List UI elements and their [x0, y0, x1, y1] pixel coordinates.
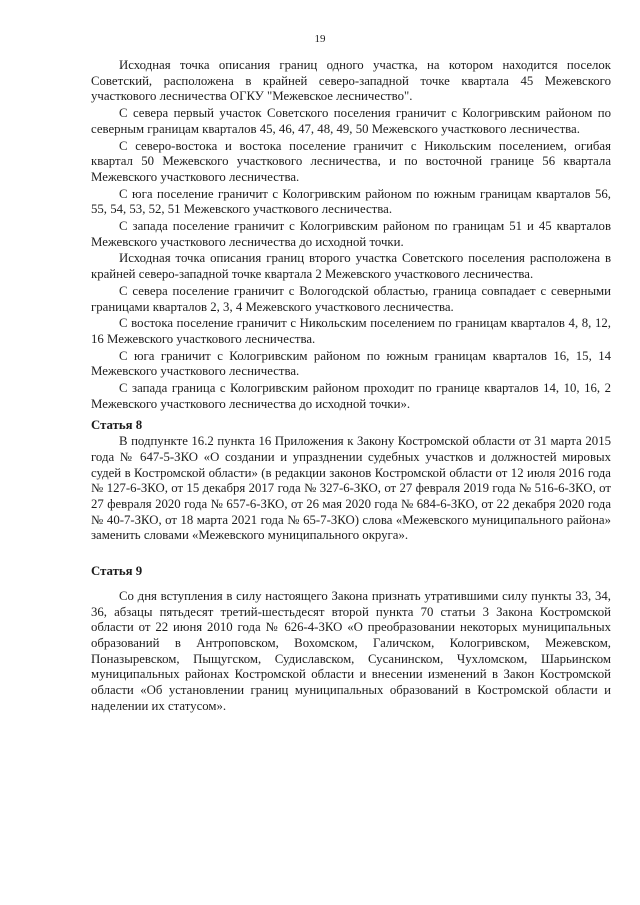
paragraph: Исходная точка описания границ второго участка Советского поселения расположена в крайней северо-западной точке квартала 2 Межевского участкового лесничества.: [91, 251, 611, 282]
paragraph: С севера первый участок Советского поселения граничит с Кологривским районом по северным границам кварталов 45, 46, 47, 48, 49, 50 Межевского участкового лесничества.: [91, 106, 611, 136]
paragraph: С юга поселение граничит с Кологривским районом по южным границам кварталов 56, 55, 54, 53, 52, 51 Межевского участкового лесничества.: [91, 186, 611, 217]
article-9-text: Со дня вступления в силу настоящего Закона признать утратившими силу пункты 33, 34, 36, абзацы пятьдесят третий-шестьдесят второй пункта 70 статьи 3 Закона Костромской области от 22 июня 2010 года № 626-4-ЗКО «О преобразовании некоторых муниципальных образований в Антроповском, Вохомском, Галичском, Кологривском, Межевском, Поназыревском, Пыщугском, Судиславском, Сусанинском, Чухломском, Шарьинском муниципальных районах Костромской области и внесении изменений в Закон Костромской области «Об установлении границ муниципальных образований в Костромской области и наделении их статусом».: [91, 588, 611, 713]
document-body: [91, 58, 611, 715]
article-8-text: В подпункте 16.2 пункта 16 Приложения к Закону Костромской области от 31 марта 2015 года № 647-5-ЗКО «О создании и упразднении судебных участков и должностей мировых судей в Костромской области» (в редакции законов Костромской области от 12 июля 2016 года № 127-6-ЗКО, от 15 декабря 2017 года № 327-6-ЗКО, от 27 февраля 2019 года № 516-6-ЗКО, от 27 февраля 2020 года № 657-6-ЗКО, от 26 мая 2020 года № 684-6-ЗКО, от 22 декабря 2020 года № 40-7-ЗКО, от 18 марта 2021 года № 65-7-ЗКО) слова «Межевского муниципального района» заменить словами «Межевского муниципального округа».: [91, 434, 611, 543]
paragraph: С севера поселение граничит с Вологодской областью, граница совпадает с северными границами кварталов 2, 3, 4 Межевского участкового лесничества.: [91, 283, 611, 314]
paragraph: Исходная точка описания границ одного участка, на котором находится поселок Советский, расположена в крайней северо-западной точке квартала 45 Межевского участкового лесничества ОГКУ "Межевское лесничество".: [91, 58, 611, 104]
paragraph: С юга граничит с Кологривским районом по южным границам кварталов 16, 15, 14 Межевского участкового лесничества.: [91, 348, 611, 379]
article-8-title: Статья 8: [91, 418, 143, 433]
paragraph: С востока поселение граничит с Никольским поселением по границам кварталов 4, 8, 12, 16 Межевского участкового лесничества.: [91, 316, 611, 346]
paragraph: С запада граница с Кологривским районом проходит по границе кварталов 14, 10, 16, 2 Межевского участкового лесничества до исходной точки».: [91, 381, 611, 411]
article-9-title: Статья 9: [91, 564, 143, 579]
page-number: 19: [314, 33, 326, 45]
paragraph: С северо-востока и востока поселение граничит с Никольским поселением, огибая квартал 50 Межевского участкового лесничества, и по восточной границе 56 квартала Межевского участкового лесничества.: [91, 138, 611, 184]
paragraph: С запада поселение граничит с Кологривским районом по границам 51 и 45 кварталов Межевского участкового лесничества до исходной точки.: [91, 219, 611, 249]
